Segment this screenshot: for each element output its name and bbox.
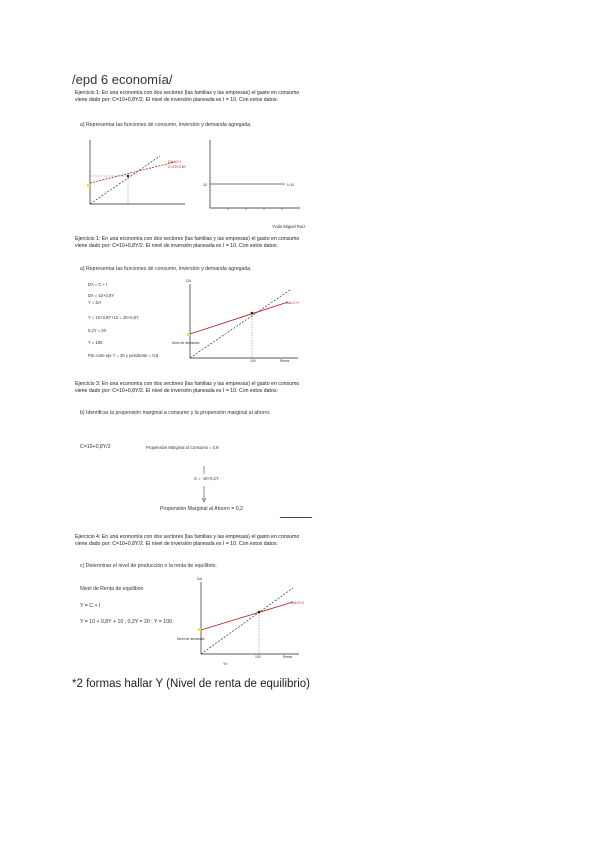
ex1b-line-1: DA = C + I — [88, 282, 108, 287]
ex4-x-tick: 100 — [255, 655, 261, 659]
ex3-pms: Propensión Marginal al Ahorro = 0,2 — [160, 506, 243, 512]
ex1b-line-4: Y = 10+0,8Y+10 = 20+0,8Y — [88, 315, 139, 320]
ex1-series-label-2: C=10+0,8Y — [168, 165, 187, 169]
ex1b-line-6: Y = 100 — [88, 340, 103, 345]
ex3-mid: S = -10+0,2Y — [194, 476, 219, 481]
ex4-side-label: Nivel de demanda — [177, 637, 205, 641]
ex4-y-axis-label: DA — [197, 577, 202, 581]
ex1b-line-3: Y = DA — [88, 300, 102, 305]
exercise-1-text: Ejercicio 1: En una economía con dos sectores (las familias y las empresas) el gasto en consumo viene dado por: C=10+0,8Y/2. El nivel de inversión planeada es I = 10. Con estos datos: — [75, 90, 300, 103]
ex1-axis-right-label: I=10 — [287, 183, 295, 187]
exercise-1b-graph — [170, 279, 315, 367]
exercise-1-question: a) Representar las funciones de consumo, inversión y demanda agregada. — [80, 122, 252, 128]
page-title: /epd 6 economía/ — [72, 72, 173, 87]
exercise-4-graph — [175, 577, 315, 668]
footer-note: *2 formas hallar Y (Nivel de renta de equilibrio) — [72, 678, 311, 690]
exercise-3-text: Ejercicio 3: En una economía con dos sectores (las familias y las empresas) el gasto en consumo viene dado por: C=10+0,8Y/2. El nivel de inversión planeada es I = 10. Con estos datos: — [75, 381, 300, 394]
ex1b-side-label: Nivel de demanda — [172, 341, 200, 345]
ex1-tick-y-right: 10 — [203, 183, 207, 187]
exercise-3-question: b) Identificar la propensión marginal a consumir y la propensión marginal al ahorro. — [80, 410, 271, 416]
exercise-1-right-graph — [200, 138, 310, 213]
ex4-line-2: Y = C + I — [80, 603, 101, 609]
ex3-formula: C=10+0,8Y/2 — [80, 444, 111, 450]
exercise-4-text: Ejercicio 4: En una economía con dos sectores (las familias y las empresas) el gasto en consumo viene dado por: C=10+0,8Y/2. El nivel de inversión planeada es I = 10. Con estos datos: — [75, 534, 300, 547]
ex4-line-3: Y = 10 + 0,8Y + 10 ; 0,2Y = 20 ; Y = 100 — [80, 619, 172, 625]
ex1b-y-axis-label: DA — [186, 279, 191, 283]
ex3-link-underline — [280, 517, 312, 518]
ex1b-series-label: DA=C+I — [286, 301, 299, 305]
exercise-1-left-graph — [80, 138, 200, 213]
ex1b-x-tick: 100 — [250, 359, 256, 363]
ex4-line-1: Nivel de Renta de equilibrio — [80, 586, 144, 592]
ex1b-line-2: DA = 10+0,8Y — [88, 293, 115, 298]
exercise-1-attribution: Yvalo Miguel Ruiz — [272, 224, 306, 229]
ex1b-line-5: 0,2Y = 20 — [88, 328, 106, 333]
ex4-series-label: DA=C+I — [291, 601, 304, 605]
ex4-x-symbol: Y0 — [223, 662, 228, 666]
ex3-pmc: Propensión Marginal al Consumo = 0,8 — [146, 445, 219, 450]
ex1b-line-7: Pto corte eje Y = 20 y pendiente = 0,8 — [88, 353, 159, 358]
exercise-1b-text: Ejercicio 1: En una economía con dos sectores (las familias y las empresas) el gasto en consumo viene dado por: C=10+0,8Y/2. El nivel de inversión planeada es I = 10. Con estos datos: — [75, 236, 300, 249]
exercise-4-question: c) Determinar el nivel de producción o la renta de equilibrio. — [80, 563, 217, 569]
ex1b-x-axis-label: Renta — [280, 359, 290, 363]
ex4-x-axis-label: Renta — [283, 655, 293, 659]
exercise-1b-question: a) Representar las funciones de consumo, inversión y demanda agregada. — [80, 266, 252, 272]
ex1-series-label-1: DA=C+I — [168, 160, 181, 164]
